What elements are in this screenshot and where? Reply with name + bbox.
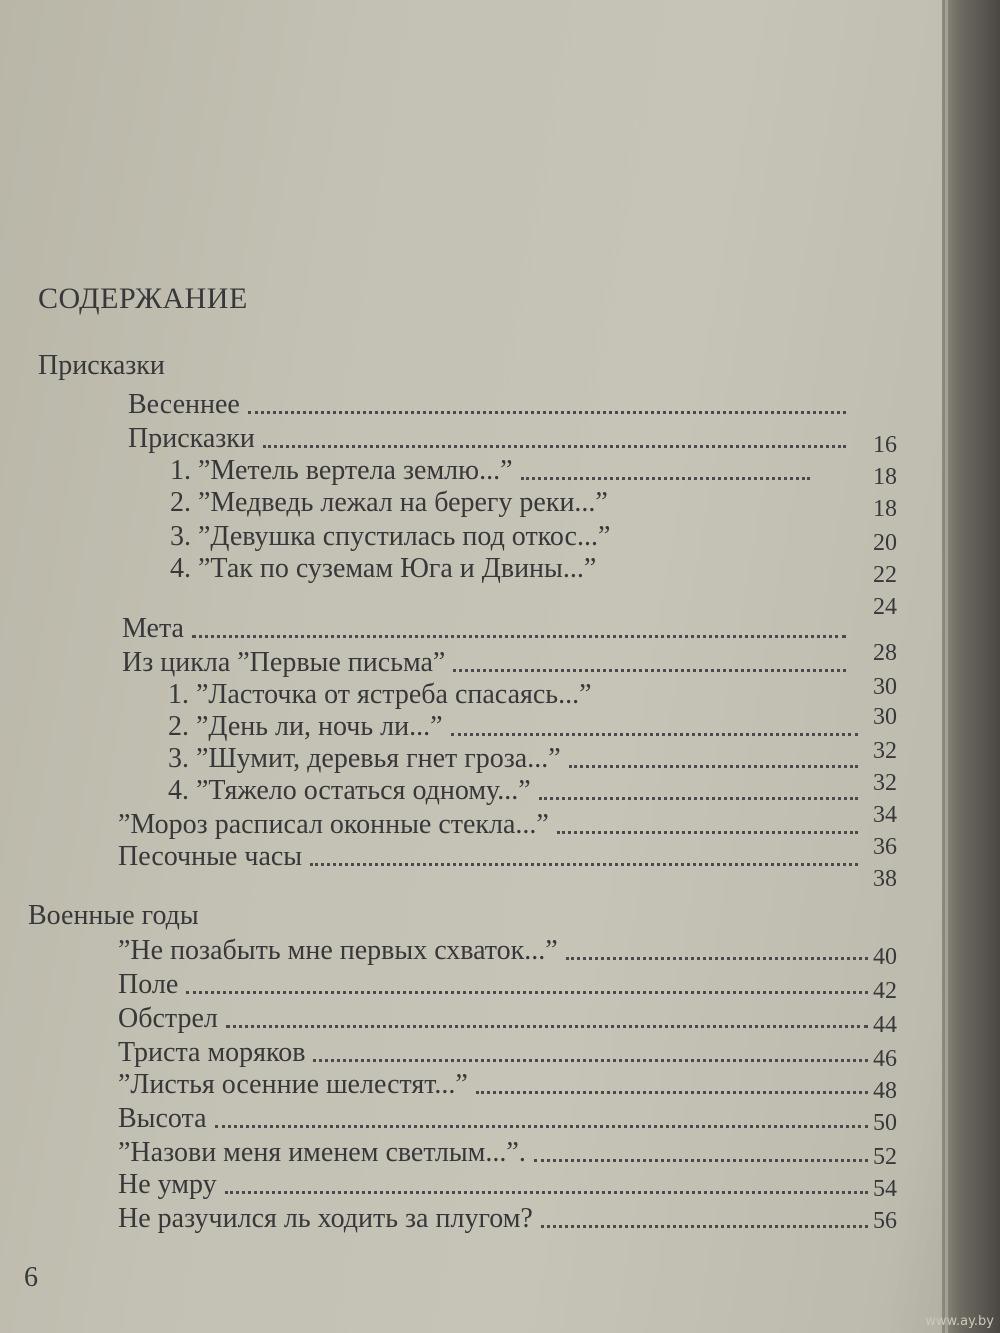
page-number: 44: [873, 1012, 897, 1038]
page-number: 48: [873, 1078, 897, 1104]
page-number: 46: [873, 1046, 897, 1072]
page-number: 16: [873, 432, 897, 458]
page-number: 20: [873, 530, 897, 556]
page-number: 38: [873, 866, 897, 892]
toc-entry: 1. ”Метель вертела землю...”: [170, 454, 810, 488]
toc-entry: Мета: [122, 612, 846, 646]
toc-entry: 3. ”Шумит, деревья гнет гроза...”: [168, 742, 858, 776]
page-number: 24: [873, 594, 897, 620]
page-number: 50: [873, 1110, 897, 1136]
page-heading: СОДЕРЖАНИЕ: [38, 282, 248, 315]
page-number: 30: [873, 674, 897, 700]
toc-entry: Не разучился ль ходить за плугом?: [118, 1202, 868, 1236]
page-number: 52: [873, 1144, 897, 1170]
toc-entry: ”Назови меня именем светлым...”.: [118, 1136, 868, 1170]
toc-entry: Присказки: [128, 422, 846, 456]
toc-entry: ”Листья осенние шелестят...”: [118, 1068, 868, 1102]
folio-page-number: 6: [24, 1262, 38, 1293]
toc-entry: ”Мороз расписал оконные стекла...”: [118, 808, 858, 842]
page-number: 56: [873, 1208, 897, 1234]
toc-entry: Поле: [118, 968, 868, 1002]
toc-entry: Не умру: [118, 1168, 868, 1202]
toc-entry: Из цикла ”Первые письма”: [122, 646, 846, 680]
toc-entry: 2. ”День ли, ночь ли...”: [168, 710, 858, 744]
page-number: 22: [873, 562, 897, 588]
adjacent-page-edge: [942, 0, 1000, 1333]
toc-entry: 1. ”Ласточка от ястреба спасаясь...”: [168, 679, 592, 710]
page-number: 32: [873, 738, 897, 764]
page-number: 18: [873, 496, 897, 522]
toc-entry: 4. ”Так по суземам Юга и Двины...”: [170, 553, 597, 584]
watermark: www.ay.by: [925, 1314, 994, 1329]
toc-entry: Обстрел: [118, 1002, 868, 1036]
toc-entry: Высота: [118, 1102, 868, 1136]
toc-entry: Триста моряков: [118, 1036, 868, 1070]
section-title-prisk: Присказки: [38, 350, 165, 381]
page-number: 34: [873, 802, 897, 828]
page-number: 42: [873, 978, 897, 1004]
section-title-war-years: Военные годы: [28, 900, 199, 931]
page-number: 40: [873, 944, 897, 970]
page-number: 28: [873, 640, 897, 666]
page-edge-line: [945, 0, 948, 1333]
page-number: 30: [873, 704, 897, 730]
page-number: 18: [873, 464, 897, 490]
toc-entry: ”Не позабыть мне первых схваток...”: [118, 934, 868, 968]
toc-entry: Весеннее: [128, 388, 846, 422]
page-number: 54: [873, 1176, 897, 1202]
toc-entry: Песочные часы: [118, 840, 858, 874]
toc-entry: 3. ”Девушка спустилась под откос...”: [170, 521, 611, 552]
toc-entry: 4. ”Тяжело остаться одному...”: [168, 774, 858, 808]
toc-entry: 2. ”Медведь лежал на берегу реки...”: [170, 487, 608, 518]
page-number: 32: [873, 770, 897, 796]
page-number: 36: [873, 834, 897, 860]
